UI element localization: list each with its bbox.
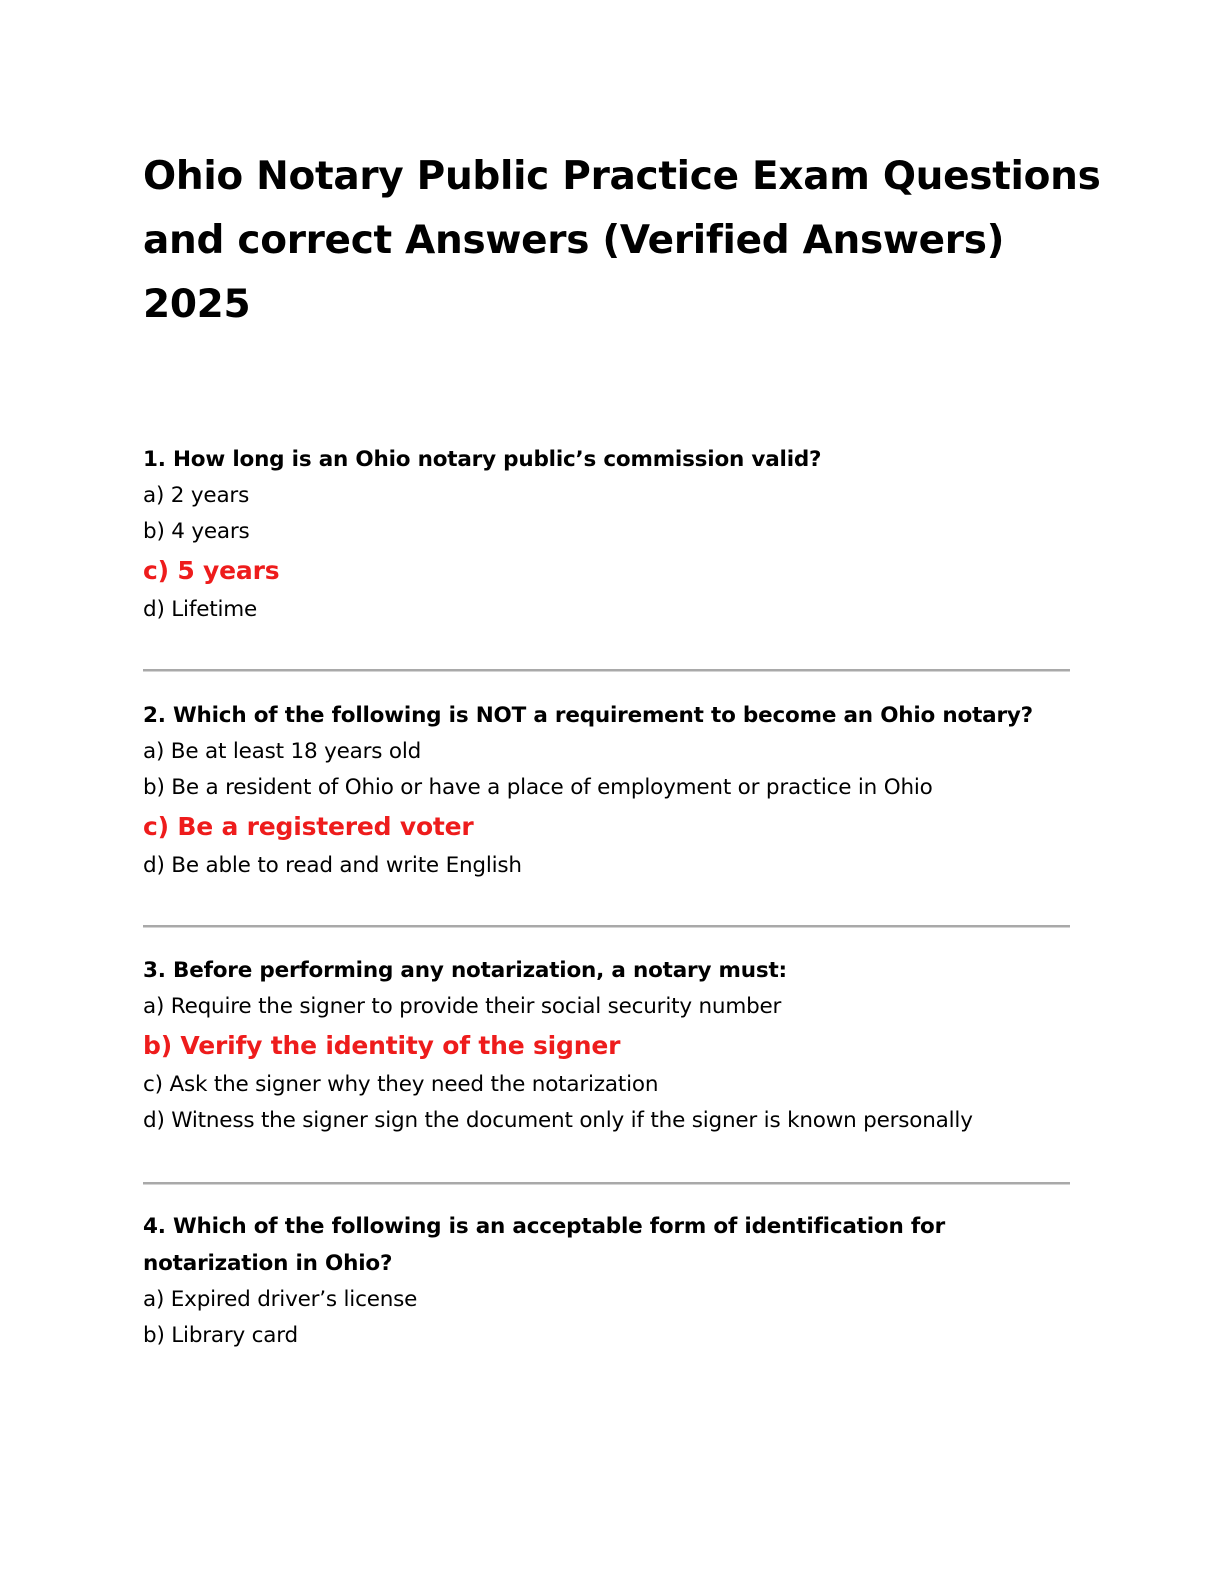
answer-option: a) Expired driver’s license [143,1287,418,1312]
correct-answer-option: c) Be a registered voter [143,812,474,841]
answer-option: a) Be at least 18 years old [143,739,422,764]
question-1 [143,441,1083,628]
answer-option: a) Require the signer to provide their social security number [143,994,782,1019]
question-text: 4. Which of the following is an acceptable form of identification for notarization in Ohio? [143,1214,946,1276]
question-text: 1. How long is an Ohio notary public’s commission valid? [143,447,822,472]
section-divider [143,1182,1070,1184]
answer-option: a) 2 years [143,483,250,508]
document-title: Ohio Notary Public Practice Exam Questions and correct Answers (Verified Answers) 2025 [143,154,1101,327]
answer-option: d) Be able to read and write English [143,853,522,878]
answer-option: d) Witness the signer sign the document only if the signer is known personally [143,1108,973,1133]
section-divider [143,669,1070,671]
answer-option: b) Library card [143,1323,298,1348]
question-3 [143,952,1083,1139]
answer-option: b) 4 years [143,519,250,544]
section-divider [143,925,1070,927]
answer-option: c) Ask the signer why they need the notarization [143,1072,659,1097]
question-text: 3. Before performing any notarization, a notary must: [143,958,787,983]
correct-answer-option: c) 5 years [143,556,280,585]
correct-answer-option: b) Verify the identity of the signer [143,1031,621,1060]
answer-option: b) Be a resident of Ohio or have a place of employment or practice in Ohio [143,775,933,800]
question-4 [143,1208,1083,1354]
question-2 [143,697,1083,884]
question-text: 2. Which of the following is NOT a requirement to become an Ohio notary? [143,703,1033,728]
answer-option: d) Lifetime [143,597,257,622]
